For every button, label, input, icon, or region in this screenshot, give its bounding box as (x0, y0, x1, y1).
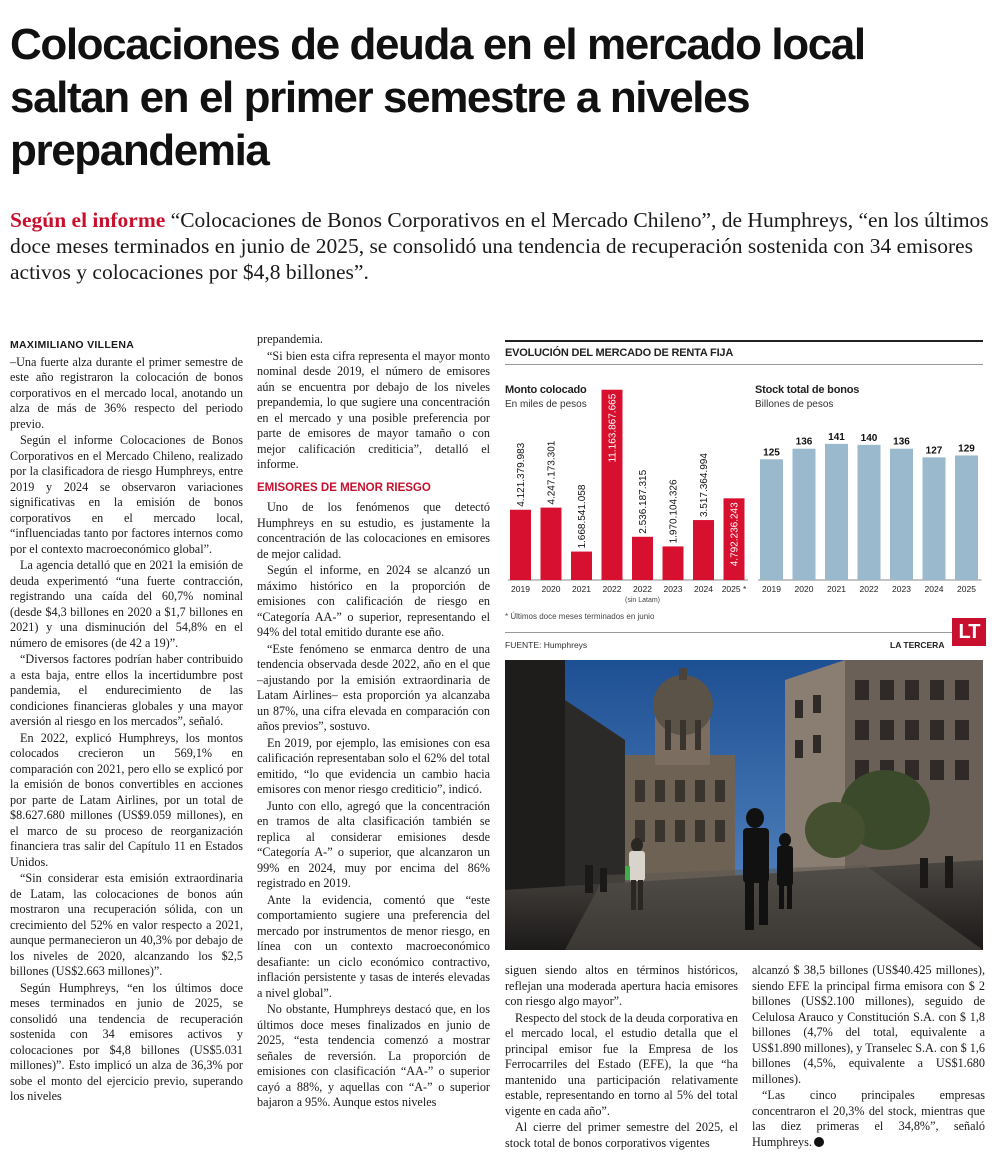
chart-source: FUENTE: Humphreys (505, 640, 588, 650)
monto-year-label-0: 2019 (511, 584, 530, 594)
article-paragraph: “Sin considerar esta emisión extraordinaria de Latam, las colocaciones de bonos aún mostraron una recuperación sólida, con un crecimiento del 52% en valor respecto a 2021, aunque permanecieron un 40,3% por debajo de los niveles de 2020, alcanzando los $2,5 billones (US$2.663 millones)”. (10, 871, 243, 978)
monto-value-label-0: 4.121.379.983 (516, 442, 527, 507)
article-paragraph: Respecto del stock de la deuda corporativa en el mercado local, el estudio detalla que el principal emisor fue la Empresa de los Ferrocarriles del Estado (EFE), la que “ha mantenido una participación relativamente estable, representando en torno al 5% del total vigente en cada año”. (505, 1010, 739, 1118)
chart-bottom-rule (505, 632, 983, 633)
monto-year-label-1: 2020 (541, 584, 561, 594)
panel-subtitle-stock: Billones de pesos (755, 399, 834, 410)
stock-value-label-5: 127 (925, 445, 943, 457)
article-paragraph: “Si bien esta cifra representa el mayor monto nominal desde 2019, el número de emisores aún se encuentra por debajo de los niveles prepandemia, lo que sugiere una concentración en el mercado y una posible preferencia por parte de emisores de mayor tamaño o con mejor calificación crediticia”, detalló el informe. (257, 348, 490, 471)
photo-illustration (505, 660, 983, 950)
monto-value-label-4: 2.536.187.315 (638, 469, 649, 534)
stock-year-label-2: 2021 (827, 584, 846, 594)
stock-year-label-6: 2025 (957, 584, 976, 594)
lede-kicker: Según el informe (10, 208, 166, 232)
article-end-icon (814, 1137, 824, 1147)
monto-value-label-2: 1.668.541.058 (577, 484, 588, 549)
stock-bar-6 (955, 455, 978, 580)
monto-year-label-4: 2022 (633, 584, 652, 594)
la-tercera-logo: LT (952, 618, 986, 646)
monto-value-label-1: 4.247.173.301 (546, 440, 558, 505)
article-paragraph: La agencia detalló que en 2021 la emisión de deuda experimentó “una fuerte contracción, registrando una caída del 60,7% nominal (desde $4,3 billones en 2020 a $1,7 billones en 2021) y una disminución del 54,8% en el número de emisores (de 42 a 19)”. (10, 558, 243, 650)
article-column-1 (10, 338, 243, 1106)
stock-bar-4 (890, 449, 913, 580)
stock-value-label-3: 140 (860, 432, 878, 444)
monto-year-label-2: 2021 (572, 584, 591, 594)
stock-value-label-1: 136 (795, 436, 813, 448)
article-paragraph: “Las cinco principales empresas concentraron el 20,3% del stock, mientras que las diez primeras el 34,8%”, señaló Humphreys. (752, 1088, 985, 1149)
stock-bar-0 (760, 459, 783, 580)
stock-value-label-6: 129 (958, 443, 975, 455)
panel-subtitle-monto: En miles de pesos (505, 399, 587, 410)
stock-bar-5 (923, 457, 946, 580)
monto-year-label-7: 2025 * (721, 584, 747, 594)
article-column-2 (257, 332, 490, 1112)
article-paragraph: Según el informe, en 2024 se alcanzó un máximo histórico en la proporción de emisiones con calificación de riesgo en “Categoría AA-” o superior, representando el 94% del total emitido durante ese año. (257, 563, 490, 639)
panel-title-monto: Monto colocado (505, 384, 587, 396)
article-paragraph: “Este fenómeno se enmarca dentro de una tendencia observada desde 2022, año en el que –ajustando por la emisión extraordinaria de Latam Airlines– esta proporción ya alcanzaba un 87%, una cifra elevada en comparación con años previos”, sostuvo. (257, 641, 490, 733)
stock-value-label-2: 141 (828, 431, 845, 443)
stock-year-label-0: 2019 (762, 584, 781, 594)
chart-svg (505, 340, 983, 612)
monto-year-note-4: (sin Latam) (624, 597, 661, 604)
stock-year-label-4: 2023 (892, 584, 911, 594)
monto-bar-5 (663, 546, 684, 580)
monto-value-label-6: 3.517.364.994 (699, 453, 710, 518)
monto-year-label-3: 2022 (602, 584, 622, 594)
article-paragraph: Según el informe Colocaciones de Bonos Corporativos en el Mercado Chileno, realizado por la clasificadora de riesgo Humphreys, entre 2019 y 2024 se observaron variaciones significativas en la emisión de bonos corporativos en el mercado local, “influenciadas tanto por factores internos como por el contexto macroeconómico global”. (10, 433, 243, 556)
monto-year-label-6: 2024 (694, 584, 713, 594)
article-paragraph: Ante la evidencia, comentó que “este comportamiento sugiere una preferencia del mercado por instrumentos de menor riesgo, en línea con un contexto macroeconómico desafiante: un ciclo económico contractivo, inflación persistente y tasas de interés elevadas a nivel global”. (257, 892, 490, 1000)
monto-bar-1 (541, 508, 562, 580)
stock-bar-3 (858, 445, 881, 580)
byline: MAXIMILIANO VILLENA (10, 339, 135, 351)
article-paragraph: Uno de los fenómenos que detectó Humphreys en su estudio, es justamente la concentración de las colocaciones en emisores de mejor calidad. (257, 500, 490, 561)
article-paragraph: siguen siendo altos en términos históricos, reflejan una moderada apertura hacia emisores con riesgo algo mayor”. (505, 963, 738, 1008)
monto-value-label-3: 11.163.867.665 (607, 393, 619, 463)
brand-name: LA TERCERA (890, 640, 945, 650)
monto-bar-2 (571, 552, 592, 580)
monto-value-label-5: 1.970.104.326 (668, 479, 680, 544)
stock-bar-2 (825, 444, 848, 580)
article-paragraph: “Diversos factores podrían haber contribuido a esta baja, entre ellos la incertidumbre post pandemia, el endurecimiento de las condiciones financieras globales y una mayor aversión al riesgo en los mercados”, señaló. (10, 652, 243, 728)
lede (10, 207, 995, 285)
stock-value-label-0: 125 (763, 447, 780, 459)
section-subhead: EMISORES DE MENOR RIESGO (257, 481, 431, 494)
article-paragraph: En 2022, explicó Humphreys, los montos colocados crecieron un 569,1% en comparación con 2021, pero ello se explicó por la emisión de bonos convertibles en acciones por parte de Latam Airlines, por un total de $8.627.680 millones (US$9.059 millones), en el marco de su proceso de reorganización financiera tras salir del Capítulo 11 en Estados Unidos. (10, 730, 243, 869)
monto-bar-6 (693, 520, 714, 580)
article-paragraph: Al cierre del primer semestre del 2025, el stock total de bonos corporativos vigentes (505, 1120, 738, 1150)
article-paragraph: No obstante, Humphreys destacó que, en los últimos doce meses finalizados en junio de 2025, “esta tendencia comenzó a mostrar señales de reversión. La proporción de emisiones con clasificación “AA-” o superior cayó a 88%, y aquellas con “A-” o superior bajaron a 95%. Aunque estos niveles (257, 1002, 490, 1109)
article-paragraph: –Una fuerte alza durante el primer semestre de este año registraron la colocación de bonos corporativos en el mercado local, anotando un alza de más de 36% respecto del periodo previo. (10, 354, 243, 431)
panel-title-stock: Stock total de bonos (755, 384, 860, 396)
article-paragraph: En 2019, por ejemplo, las emisiones con esa calificación representaban solo el 62% del total emitido, “lo que evidencia un cambio hacia emisores con menor riesgo crediticio”, indicó. (257, 735, 490, 796)
monto-bar-4 (632, 537, 653, 580)
stock-year-label-3: 2022 (859, 584, 879, 594)
article-paragraph: Junto con ello, agregó que la concentración en tramos de alta clasificación también se replica al considerar emisiones desde “Categoría A-” o superior, que alcanzaron un 99% en 2024, muy por encima del 86% registrado en 2019. (257, 798, 490, 890)
headline: Colocaciones de deuda en el mercado local saltan en el primer semestre a niveles prepandemia (10, 20, 865, 175)
monto-year-label-5: 2023 (663, 584, 683, 594)
monto-bar-0 (510, 510, 531, 580)
article-column-3 (505, 963, 738, 1152)
stock-year-label-5: 2024 (924, 584, 944, 594)
monto-value-label-7: 4.792.236.243 (729, 502, 741, 567)
street-photo (505, 660, 983, 950)
article-paragraph: prepandemia. (257, 332, 323, 346)
article-paragraph: alcanzó $ 38,5 billones (US$40.425 millones), siendo EFE la principal firma emisora con $ 2 billones (US$2.100 millones), seguido de Celulosa Arauco y Constitución S.A. con $ 1,8 billones (4,7% del total, equivalente a US$1.890 millones), y Transelec S.A. con $ 1,6 billones (4,5%, equivalente a US$1.680 millones). (752, 963, 985, 1086)
lede-text: “Colocaciones de Bonos Corporativos en el Mercado Chileno”, de Humphreys, “en los últimos doce meses terminados en junio de 2025, se consolidó una tendencia de recuperación sostenida con 34 emisores activos y colocaciones por $4,8 billones”. (10, 208, 989, 284)
market-chart (505, 340, 983, 658)
stock-value-label-4: 136 (893, 436, 910, 448)
article-paragraph: Según Humphreys, “en los últimos doce meses terminados en junio de 2025, se consolidó una tendencia de recuperación sostenida con 34 emisores activos y colocaciones por $4,8 billones (US$5.031 millones)”. Esto implicó un alza de 36,3% por sobe el monto del ejercicio previo, superando los niveles (10, 980, 243, 1103)
article-column-4 (752, 963, 985, 1151)
stock-bar-1 (793, 449, 816, 580)
stock-year-label-1: 2020 (794, 584, 814, 594)
chart-section-title: EVOLUCIÓN DEL MERCADO DE RENTA FIJA (505, 347, 734, 359)
chart-footnote: * Últimos doce meses terminados en junio (505, 612, 655, 621)
